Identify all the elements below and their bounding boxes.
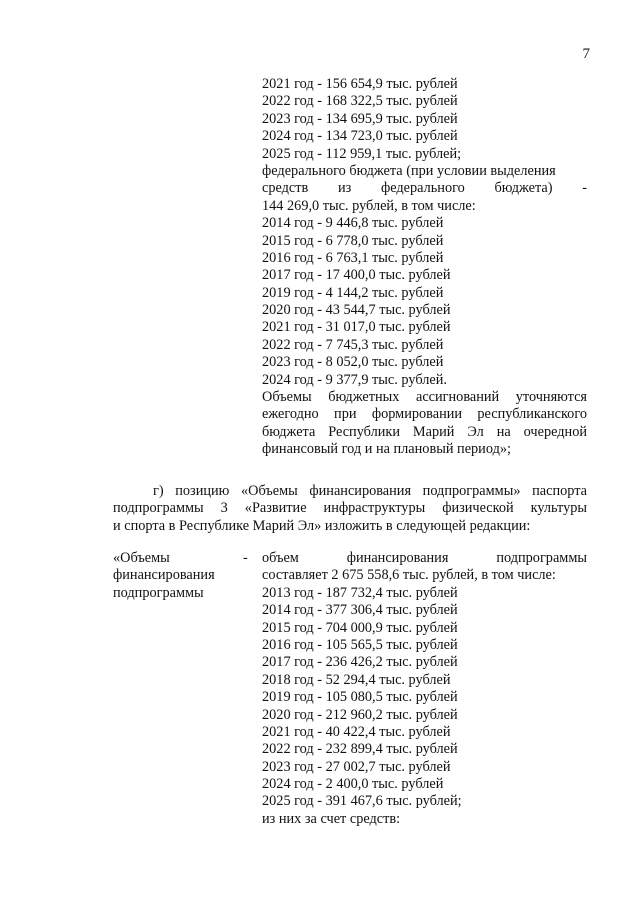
table-right-column	[262, 550, 587, 828]
paragraph-line: и спорта в Республике Марий Эл» изложить в следующей редакции:	[113, 517, 531, 534]
federal-budget-year-line: 2017 год - 17 400,0 тыс. рублей	[262, 267, 451, 284]
table-dash: -	[243, 550, 248, 566]
financing-year-line: 2020 год - 212 960,2 тыс. рублей	[262, 706, 458, 723]
allocation-note: финансовый год и на плановый период»;	[262, 441, 511, 458]
page-number: 7	[582, 46, 590, 62]
financing-year-line: 2025 год - 391 467,6 тыс. рублей;	[262, 793, 462, 810]
republican-budget-year-line: 2025 год - 112 959,1 тыс. рублей;	[262, 145, 462, 162]
financing-year-line: 2016 год - 105 565,5 тыс. рублей	[262, 636, 458, 653]
republican-budget-year-line: 2023 год - 134 695,9 тыс. рублей	[262, 110, 458, 127]
row-label: финансирования	[113, 567, 215, 584]
financing-year-line: 2017 год - 236 426,2 тыс. рублей	[262, 654, 458, 671]
financing-year-line: 2014 год - 377 306,4 тыс. рублей	[262, 602, 458, 619]
financing-heading: объем финансирования подпрограммы	[262, 550, 587, 566]
federal-budget-condition: средств из федерального бюджета) -	[262, 180, 587, 197]
table-left-column	[113, 550, 253, 602]
allocation-note: Объемы бюджетных ассигнований уточняются	[262, 389, 587, 406]
financing-year-line: 2021 год - 40 422,4 тыс. рублей	[262, 723, 451, 740]
financing-year-line: 2015 год - 704 000,9 тыс. рублей	[262, 619, 458, 636]
federal-budget-total: 144 269,0 тыс. рублей, в том числе:	[262, 197, 476, 214]
financing-year-line: 2023 год - 27 002,7 тыс. рублей	[262, 758, 451, 775]
budget-continuation-block	[262, 76, 587, 459]
allocation-note: ежегодно при формировании республиканского	[262, 406, 587, 423]
federal-budget-year-line: 2015 год - 6 778,0 тыс. рублей	[262, 232, 444, 249]
republican-budget-year-line: 2024 год - 134 723,0 тыс. рублей	[262, 128, 458, 145]
allocation-note: бюджета Республики Марий Эл на очередной	[262, 423, 587, 440]
republican-budget-year-line: 2021 год - 156 654,9 тыс. рублей	[262, 76, 458, 92]
federal-budget-year-line: 2016 год - 6 763,1 тыс. рублей	[262, 249, 444, 266]
federal-budget-year-line: 2022 год - 7 745,3 тыс. рублей	[262, 336, 444, 353]
financing-year-line: 2019 год - 105 080,5 тыс. рублей	[262, 689, 458, 706]
federal-budget-heading: федерального бюджета (при условии выделения	[262, 162, 556, 179]
federal-budget-year-line: 2020 год - 43 544,7 тыс. рублей	[262, 302, 451, 319]
financing-year-line: 2013 год - 187 732,4 тыс. рублей	[262, 584, 458, 601]
federal-budget-year-line: 2023 год - 8 052,0 тыс. рублей	[262, 354, 444, 371]
federal-budget-year-line: 2021 год - 31 017,0 тыс. рублей	[262, 319, 451, 336]
republican-budget-year-line: 2022 год - 168 322,5 тыс. рублей	[262, 93, 458, 110]
financing-year-line: 2022 год - 232 899,4 тыс. рублей	[262, 741, 458, 758]
funding-sources-intro: из них за счет средств:	[262, 810, 401, 827]
paragraph-line: г) позицию «Объемы финансирования подпрограммы» паспорта	[153, 483, 587, 499]
federal-budget-year-line: 2024 год - 9 377,9 тыс. рублей.	[262, 371, 447, 388]
financing-year-line: 2024 год - 2 400,0 тыс. рублей	[262, 776, 444, 793]
financing-year-line: 2018 год - 52 294,4 тыс. рублей	[262, 671, 451, 688]
federal-budget-year-line: 2019 год - 4 144,2 тыс. рублей	[262, 284, 444, 301]
row-label: «Объемы	[113, 550, 170, 566]
paragraph-line: подпрограммы 3 «Развитие инфраструктуры физической культуры	[113, 500, 587, 517]
financing-total: составляет 2 675 558,6 тыс. рублей, в том числе:	[262, 567, 556, 584]
federal-budget-year-line: 2014 год - 9 446,8 тыс. рублей	[262, 215, 444, 232]
row-label: подпрограммы	[113, 584, 204, 601]
amendment-paragraph-g	[113, 483, 587, 535]
